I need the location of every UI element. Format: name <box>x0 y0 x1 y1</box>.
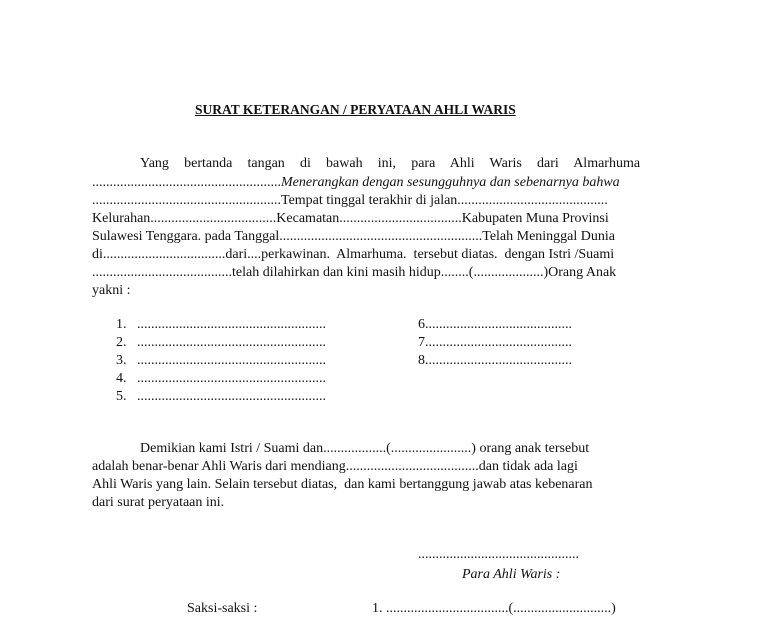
witnesses-label: Saksi-saksi : <box>187 601 258 616</box>
list-number: 3. <box>116 353 127 368</box>
list-item <box>418 352 572 370</box>
list-item <box>116 334 326 352</box>
p1-word: bawah <box>326 156 363 171</box>
paragraph1-line7: ........................................telah dilahirkan dan kini masih hidup........(....................)Orang Anak <box>92 265 617 280</box>
paragraph1-line1 <box>140 155 640 173</box>
paragraph2-line2: adalah benar-benar Ahli Waris dari mendiang......................................dan tidak ada lagi <box>92 459 578 474</box>
paragraph1-line4: Kelurahan....................................Kecamatan...................................Kabupaten Muna Provinsi <box>92 211 609 226</box>
p1-line2-text: Menerangkan dengan sesungguhnya dan sebenarnya bahwa <box>281 175 620 190</box>
blank-dots: ...................................................... <box>137 353 326 368</box>
signature-label: Para Ahli Waris : <box>462 567 561 582</box>
paragraph2-line3: Ahli Waris yang lain. Selain tersebut diatas, dan kami bertanggung jawab atas kebenaran <box>92 477 593 492</box>
document-title: SURAT KETERANGAN / PERYATAAN AHLI WARIS <box>195 102 516 117</box>
p1-word: di <box>299 156 311 171</box>
list-item <box>116 352 326 370</box>
paragraph1-line8: yakni : <box>92 283 131 298</box>
list-number: 7. <box>418 335 429 350</box>
list-item <box>418 316 572 334</box>
blank-dots: ...................................................... <box>92 175 281 190</box>
list-number: 6. <box>418 317 429 332</box>
paragraph1-line5: Sulawesi Tenggara. pada Tanggal..........................................................Telah Meninggal Dunia <box>92 229 616 244</box>
blank-dots: ........................................... <box>457 193 608 208</box>
list-number: 4. <box>116 371 127 386</box>
p1-word: dari <box>537 156 559 171</box>
list-number: 2. <box>116 335 127 350</box>
blank-dots: ......................................... <box>428 317 572 332</box>
p1-word: Yang <box>140 156 169 171</box>
p1-word: bertanda <box>184 156 233 171</box>
list-number: 5. <box>116 389 127 404</box>
list-number: 1. <box>116 317 127 332</box>
paragraph1-line2 <box>92 174 620 192</box>
paragraph1-line3 <box>92 192 608 210</box>
p1-word: tangan <box>247 156 285 171</box>
list-item <box>116 316 326 334</box>
p1-word: Ahli <box>449 156 475 171</box>
blank-dots: ...................................................... <box>92 193 281 208</box>
p1-word: Almarhuma <box>573 156 641 171</box>
blank-dots: ...................................................... <box>137 389 326 404</box>
list-item <box>418 334 572 352</box>
list-item <box>116 388 326 406</box>
blank-dots: ...................................................... <box>137 335 326 350</box>
blank-dots: ......................................... <box>428 353 572 368</box>
list-item <box>116 370 326 388</box>
list-number: 8. <box>418 353 429 368</box>
signature-blank: .............................................. <box>418 547 579 562</box>
p1-word: ini, <box>377 156 397 171</box>
paragraph2-line4: dari surat peryataan ini. <box>92 495 225 510</box>
witness-entry-1: 1. ...................................(............................) <box>372 601 616 616</box>
paragraph2-line1: Demikian kami Istri / Suami dan..................(.......................) orang anak tersebut <box>140 441 590 456</box>
p1-line3-text: Tempat tinggal terakhir di jalan <box>281 193 458 208</box>
blank-dots: ...................................................... <box>137 371 326 386</box>
p1-word: para <box>411 156 436 171</box>
blank-dots: ...................................................... <box>137 317 326 332</box>
blank-dots: ......................................... <box>428 335 572 350</box>
paragraph1-line6: di...................................dari....perkawinan. Almarhuma. tersebut diatas. dengan Istri /Suami <box>92 247 615 262</box>
p1-word: Waris <box>489 156 522 171</box>
